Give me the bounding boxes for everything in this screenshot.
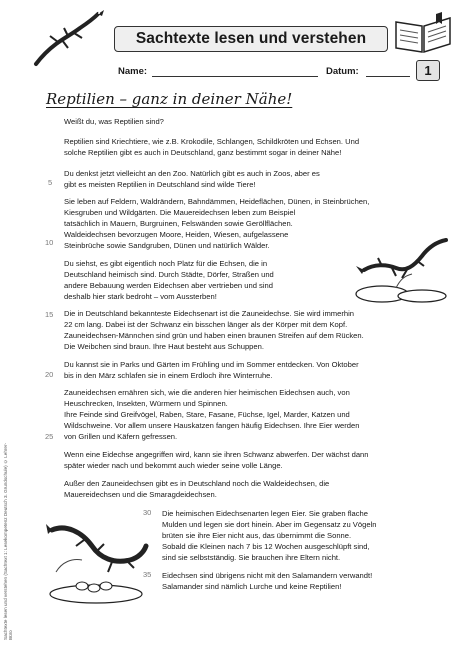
paragraph: Weißt du, was Reptilien sind? xyxy=(64,117,164,126)
paragraph: Sie leben auf Feldern, Waldrändern, Bahndämmen, Heideflächen, Dünen, in Steinbrüchen, Kiesgruben und Wildgärten. Die Mauereidechsen leben zum Beispiel tatsächlich in Mauern, Burgruinen, Felswänden sowie Geröllflächen. Waldeidechsen bevorzugen Moore, Heiden, Wiesen, aufgelassene Steinbrüche sowie Sandgruben, Dünen und natürlich Wälder. xyxy=(64,197,370,250)
name-date-row xyxy=(118,66,414,80)
line-number: 5 xyxy=(48,178,53,187)
line-number: 30 xyxy=(143,508,152,517)
line-number: 10 xyxy=(45,238,54,247)
worksheet-title: Sachtexte lesen und verstehen xyxy=(135,30,367,47)
lizard-with-eggs-illustration xyxy=(42,512,150,606)
line-number: 35 xyxy=(143,570,152,579)
line-number: 15 xyxy=(45,310,54,319)
paragraph: Du siehst, es gibt eigentlich noch Platz für die Echsen, die in Deutschland heimisch sind. Durch Städte, Dörfer, Straßen und andere Bebauung werden Eidechsen aber vertrieben und sind deshalb hier stark bedroht – vom Aussterben! xyxy=(64,259,274,301)
copyright-side-note: Sachtexte lesen und verstehen (Sachtext 1: Lesekompetenz Deutsch 3. Grundschule) © Lehrer-Büro xyxy=(3,442,13,640)
paragraph: Eidechsen sind übrigens nicht mit den Salamandern verwandt! Salamander sind nämlich Lurche und keine Reptilien! xyxy=(162,571,373,591)
name-label: Name: xyxy=(118,66,148,77)
date-label: Datum: xyxy=(326,66,359,77)
lizard-illustration-top xyxy=(28,6,108,70)
paragraph: Du kannst sie in Parks und Gärten im Frühling und im Sommer entdecken. Von Oktober bis in den März schlafen sie in einem Erdloch ihre Winterruhe. xyxy=(64,360,359,380)
open-book-icon xyxy=(392,10,454,56)
date-field[interactable] xyxy=(366,76,410,77)
worksheet-header-banner xyxy=(114,26,388,52)
document-title: Reptilien – ganz in deiner Nähe! xyxy=(46,90,293,108)
paragraph: Du denkst jetzt vielleicht an den Zoo. Natürlich gibt es auch in Zoos, aber es gibt es meisten Reptilien in Deutschland sind wilde Tiere! xyxy=(64,169,320,189)
line-number: 25 xyxy=(45,432,54,441)
paragraph: Reptilien sind Kriechtiere, wie z.B. Krokodile, Schlangen, Schildkröten und Echsen. Und solche Reptilien gibt es auch in Deutschland, ganz bestimmt sogar in deiner Nähe! xyxy=(64,137,360,157)
paragraph: Die in Deutschland bekannteste Eidechsenart ist die Zauneidechse. Sie wird immerhin 22 cm lang. Dabei ist der Schwanz ein bisschen länger als der Körper mit dem Kopf. Zauneidechsen-Männchen sind grün und haben einen braunen Streifen auf dem Rücken. Die Weibchen sind braun. Ihre Haut besteht aus Schuppen. xyxy=(64,309,364,351)
paragraph: Außer den Zauneidechsen gibt es in Deutschland noch die Waldeidechsen, die Mauereidechsen und die Smaragdeidechsen. xyxy=(64,479,330,499)
name-field[interactable] xyxy=(152,76,318,77)
paragraph: Die heimischen Eidechsenarten legen Eier. Sie graben flache Mulden und legen sie dort hinein. Aber im Gegensatz zu Vögeln brüten sie ihre Eier nicht aus, das übernimmt die Sonne. Sobald die Kleinen nach 7 bis 12 Wochen ausgeschlüpft sind, sind sie selbstständig. Sie brauchen ihre Eltern nicht. xyxy=(162,509,377,562)
paragraph: Wenn eine Eidechse angegriffen wird, kann sie ihren Schwanz abwerfen. Der wächst dann später wieder nach und bekommt auch wieder seine volle Länge. xyxy=(64,450,369,470)
paragraph: Zauneidechsen ernähren sich, wie die anderen hier heimischen Eidechsen auch, von Heuschrecken, Insekten, Würmern und Spinnen. Ihre Feinde sind Greifvögel, Raben, Stare, Fasane, Füchse, Igel, Marder, Katzen und Wildschweine. Vor allem unsere Hauskatzen fangen häufig Eidechsen. Ihre Eier werden von Grillen und Käfern gefressen. xyxy=(64,388,360,441)
line-number: 20 xyxy=(45,370,54,379)
page-number-badge: 1 xyxy=(416,60,440,81)
